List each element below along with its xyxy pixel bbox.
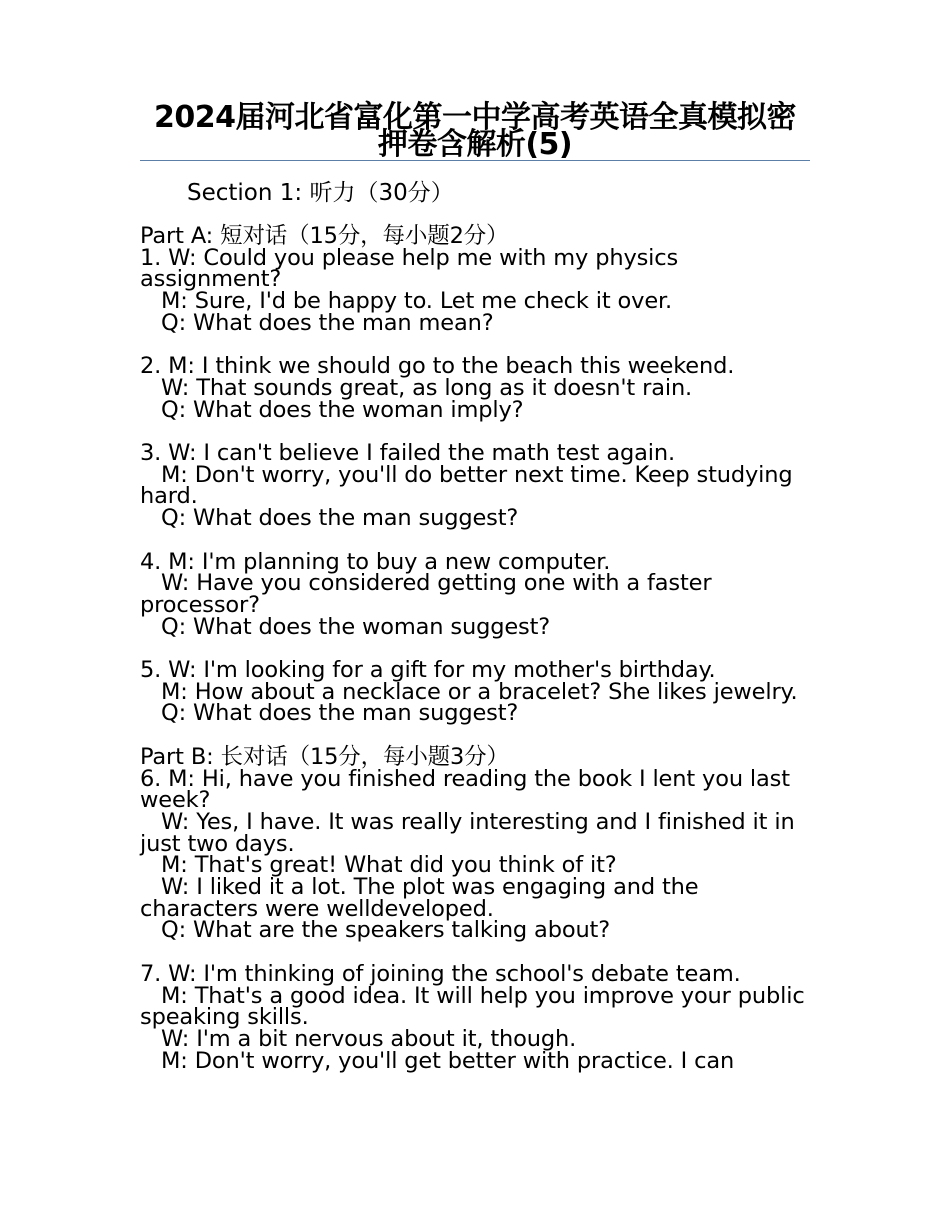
body-line: 6. M: Hi, have you finished reading the book I lent you last week? — [140, 765, 797, 814]
body-line: W: I'm a bit nervous about it, though. — [140, 1025, 577, 1052]
document-body — [140, 223, 812, 1074]
body-line: W: That sounds great, as long as it doesn't rain. — [140, 374, 693, 401]
body-line: W: Yes, I have. It was really interesting and I finished it in just two days. — [140, 808, 802, 857]
body-line: Q: What does the man suggest? — [140, 505, 519, 532]
body-line: M: That's great! What did you think of it? — [140, 852, 617, 879]
body-line: 7. W: I'm thinking of joining the school's debate team. — [140, 960, 741, 987]
body-line: 1. W: Could you please help me with my physics assignment? — [140, 244, 686, 293]
body-line: M: Don't worry, you'll get better with practice. I can — [140, 1047, 735, 1074]
body-line: W: I liked it a lot. The plot was engaging and the characters were welldeveloped. — [140, 874, 706, 922]
body-line: 2. M: I think we should go to the beach this weekend. — [140, 353, 735, 380]
body-line: Part B: 长对话（15分，每小题3分） — [140, 743, 509, 770]
document-title: 2024届河北省富化第一中学高考英语全真模拟密押卷含解析(5) — [154, 100, 796, 162]
body-line: 5. W: I'm looking for a gift for my mother's birthday. — [140, 657, 716, 683]
body-line: 4. M: I'm planning to buy a new computer. — [140, 548, 611, 575]
body-line: Q: What does the woman imply? — [140, 396, 524, 423]
body-line: M: That's a good idea. It will help you improve your public speaking skills. — [140, 982, 812, 1031]
body-line: Part A: 短对话（15分，每小题2分） — [140, 223, 509, 249]
body-line: M: Don't worry, you'll do better next time. Keep studying hard. — [140, 461, 800, 510]
body-line: M: How about a necklace or a bracelet? She likes jewelry. — [140, 678, 798, 705]
body-line: Q: What are the speakers talking about? — [140, 917, 611, 944]
section-heading: Section 1: 听力（30分） — [187, 180, 454, 206]
body-line: 3. W: I can't believe I failed the math test again. — [140, 440, 675, 466]
title-underline — [140, 160, 810, 161]
body-line: Q: What does the man suggest? — [140, 700, 519, 727]
body-line: W: Have you considered getting one with a faster processor? — [140, 570, 719, 618]
body-line: Q: What does the man mean? — [140, 309, 494, 336]
body-line: M: Sure, I'd be happy to. Let me check it over. — [140, 288, 673, 315]
body-line: Q: What does the woman suggest? — [140, 613, 551, 640]
